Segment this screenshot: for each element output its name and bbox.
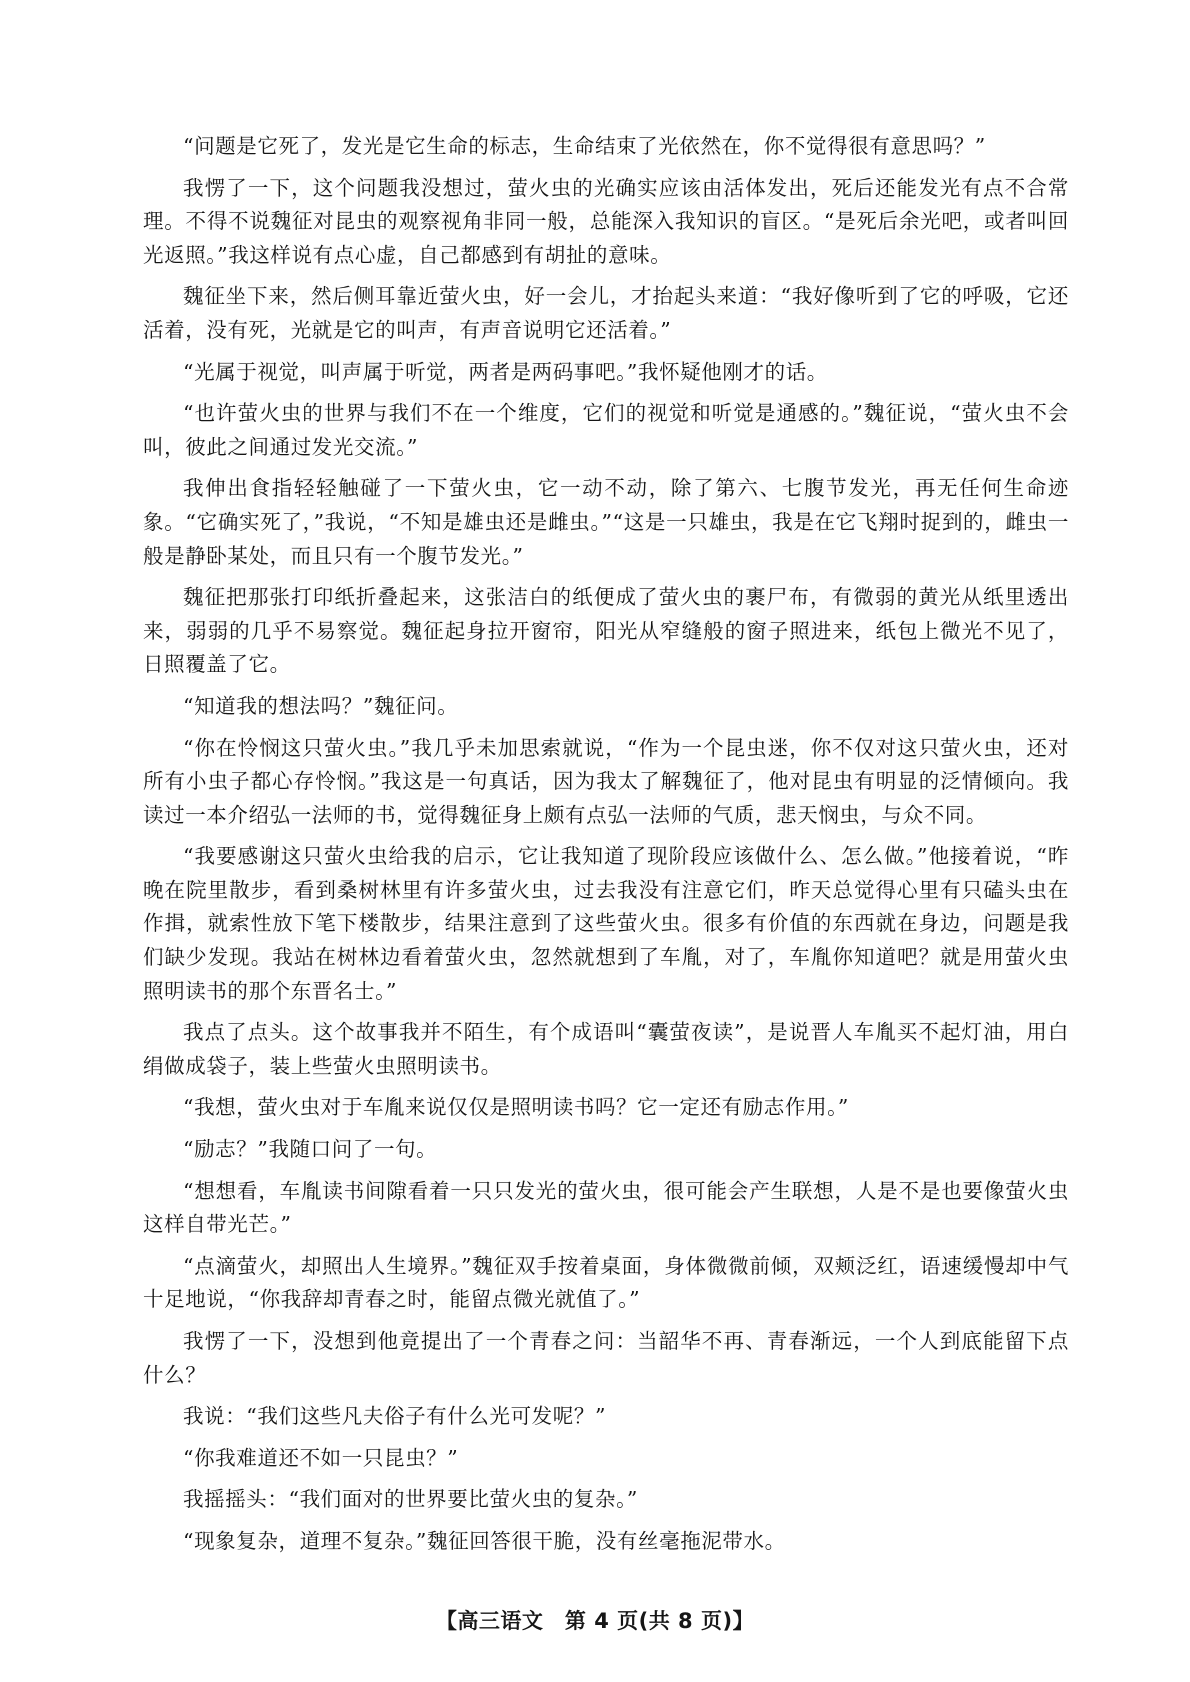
paragraph: 我愣了一下，这个问题我没想过，萤火虫的光确实应该由活体发出，死后还能发光有点不合常理。不得不说魏征对昆虫的观察视角非同一般，总能深入我知识的盲区。“是死后余光吧，或者叫回光返照。”我这样说有点心虚，自己都感到有胡扯的意味。 <box>143 175 1069 267</box>
paragraph: 我伸出食指轻轻触碰了一下萤火虫，它一动不动，除了第六、七腹节发光，再无任何生命迹象。“它确实死了，”我说，“不知是雄虫还是雌虫。”“这是一只雄虫，我是在它飞翔时捉到的，雌虫一般是静卧某处，而且只有一个腹节发光。” <box>143 476 1069 568</box>
paragraph: “问题是它死了，发光是它生命的标志，生命结束了光依然在，你不觉得很有意思吗？” <box>183 134 986 158</box>
page-footer: 【高三语文 第 4 页(共 8 页)】 <box>435 1609 755 1633</box>
paragraph: “你在怜悯这只萤火虫。”我几乎未加思索就说，“作为一个昆虫迷，你不仅对这只萤火虫，还对所有小虫子都心存怜悯。”我这是一句真话，因为我太了解魏征了，他对昆虫有明显的泛情倾向。我读过一本介绍弘一法师的书，觉得魏征身上颇有点弘一法师的气质，悲天悯虫，与众不同。 <box>143 735 1069 827</box>
paragraph: “励志？”我随口问了一句。 <box>183 1137 438 1162</box>
paragraph: “我想，萤火虫对于车胤来说仅仅是照明读书吗？它一定还有励志作用。” <box>183 1095 850 1120</box>
paragraph: “想想看，车胤读书间隙看着一只只发光的萤火虫，很可能会产生联想，人是不是也要像萤火虫这样自带光芒。” <box>143 1178 1069 1237</box>
paragraph: 魏征坐下来，然后侧耳靠近萤火虫，好一会儿，才抬起头来道：“我好像听到了它的呼吸，它还活着，没有死，光就是它的叫声，有声音说明它还活着。” <box>143 284 1069 342</box>
paragraph: 魏征把那张打印纸折叠起来，这张洁白的纸便成了萤火虫的裹尸布，有微弱的黄光从纸里透出来，弱弱的几乎不易察觉。魏征起身拉开窗帘，阳光从窄缝般的窗子照进来，纸包上微光不见了，日照覆盖了它。 <box>143 585 1069 677</box>
paragraph: 我说：“我们这些凡夫俗子有什么光可发呢？” <box>183 1404 607 1429</box>
paragraph: “光属于视觉，叫声属于听觉，两者是两码事吧。”我怀疑他刚才的话。 <box>183 359 828 384</box>
paragraph: “我要感谢这只萤火虫给我的启示，它让我知道了现阶段应该做什么、怎么做。”他接着说，“昨晚在院里散步，看到桑树林里有许多萤火虫，过去我没有注意它们，昨天总觉得心里有只磕头虫在作揖，就索性放下笔下楼散步，结果注意到了这些萤火虫。很多有价值的东西就在身边，问题是我们缺少发现。我站在树林边看着萤火虫，忽然就想到了车胤，对了，车胤你知道吧？就是用萤火虫照明读书的那个东晋名士。” <box>143 844 1069 1003</box>
paragraph: 我点了点头。这个故事我并不陌生，有个成语叫“囊萤夜读”，是说晋人车胤买不起灯油，用白绢做成袋子，装上些萤火虫照明读书。 <box>143 1020 1069 1078</box>
paragraph: 我愣了一下，没想到他竟提出了一个青春之问：当韶华不再、青春渐远，一个人到底能留下点什么？ <box>143 1329 1069 1387</box>
paragraph: “知道我的想法吗？”魏征问。 <box>183 693 459 718</box>
paragraph: 我摇摇头：“我们面对的世界要比萤火虫的复杂。” <box>183 1487 639 1512</box>
paragraph: “点滴萤火，却照出人生境界。”魏征双手按着桌面，身体微微前倾，双颊泛红，语速缓慢却中气十足地说，“你我辞却青春之时，能留点微光就值了。” <box>143 1253 1069 1312</box>
paragraph: “现象复杂，道理不复杂。”魏征回答很干脆，没有丝毫拖泥带水。 <box>183 1528 786 1553</box>
paragraph: “你我难道还不如一只昆虫？” <box>183 1445 459 1470</box>
article-body <box>143 130 1069 1567</box>
paragraph: “也许萤火虫的世界与我们不在一个维度，它们的视觉和听觉是通感的。”魏征说，“萤火虫不会叫，彼此之间通过发光交流。” <box>143 401 1069 459</box>
